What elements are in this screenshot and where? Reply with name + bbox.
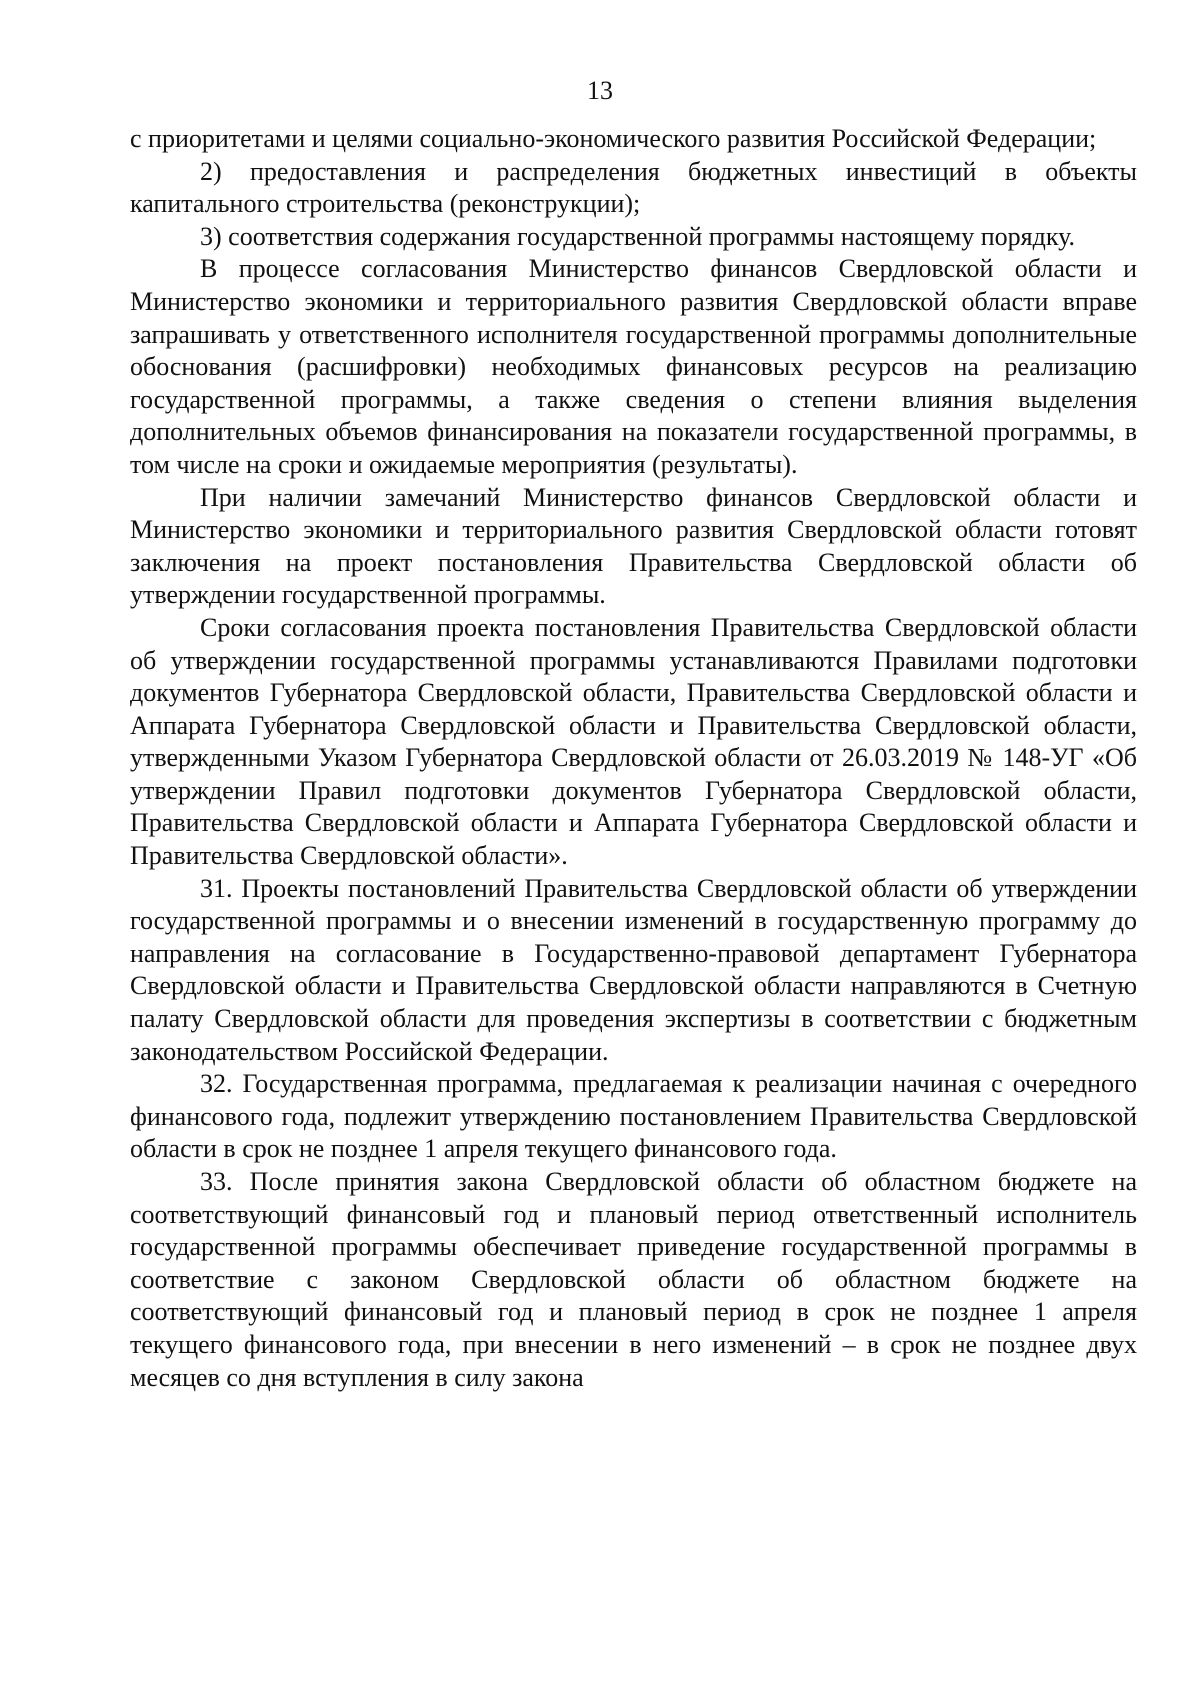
paragraph: 31. Проекты постановлений Правительства Свердловской области об утверждении государственной программы и о внесении изменений в государственную программу до направления на согласование в Государственно-правовой департамент Губернатора Свердловской области и Правительства Свердловской области направляются в Счетную палату Свердловской области для проведения экспертизы в соответствии с бюджетным законодательством Российской Федерации. bbox=[130, 873, 1137, 1066]
document-body bbox=[130, 123, 1137, 1394]
paragraph: В процессе согласования Министерство финансов Свердловской области и Министерство экономики и территориального развития Свердловской области вправе запрашивать у ответственного исполнителя государственной программы дополнительные обоснования (расшифровки) необходимых финансовых ресурсов на реализацию государственной программы, а также сведения о степени влияния выделения дополнительных объемов финансирования на показатели государственной программы, в том числе на сроки и ожидаемые мероприятия (результаты). bbox=[130, 254, 1137, 479]
paragraph: 2) предоставления и распределения бюджетных инвестиций в объекты капитального строительства (реконструкции); bbox=[130, 156, 1137, 219]
paragraph: с приоритетами и целями социально-экономического развития Российской Федерации; bbox=[130, 124, 1097, 153]
paragraph: Сроки согласования проекта постановления Правительства Свердловской области об утверждении государственной программы устанавливаются Правилами подготовки документов Губернатора Свердловской области, Правительства Свердловской области и Аппарата Губернатора Свердловской области и Правительства Свердловской области, утвержденными Указом Губернатора Свердловской области от 26.03.2019 № 148-УГ «Об утверждении Правил подготовки документов Губернатора Свердловской области, Правительства Свердловской области и Аппарата Губернатора Свердловской области и Правительства Свердловской области». bbox=[130, 612, 1137, 871]
paragraph: При наличии замечаний Министерство финансов Свердловской области и Министерство экономики и территориального развития Свердловской области готовят заключения на проект постановления Правительства Свердловской области об утверждении государственной программы. bbox=[130, 482, 1137, 610]
paragraph: 32. Государственная программа, предлагаемая к реализации начиная с очередного финансового года, подлежит утверждению постановлением Правительства Свердловской области в срок не позднее 1 апреля текущего финансового года. bbox=[130, 1069, 1137, 1164]
paragraph: 3) соответствия содержания государственной программы настоящему порядку. bbox=[200, 221, 1076, 251]
page-number: 13 bbox=[587, 76, 613, 105]
paragraph: 33. После принятия закона Свердловской области об областном бюджете на соответствующий финансовый год и плановый период ответственный исполнитель государственной программы обеспечивает приведение государственной программы в соответствие с законом Свердловской области об областном бюджете на соответствующий финансовый год и плановый период в срок не позднее 1 апреля текущего финансового года, при внесении в него изменений – в срок не позднее двух месяцев со дня вступления в силу закона bbox=[130, 1167, 1137, 1392]
